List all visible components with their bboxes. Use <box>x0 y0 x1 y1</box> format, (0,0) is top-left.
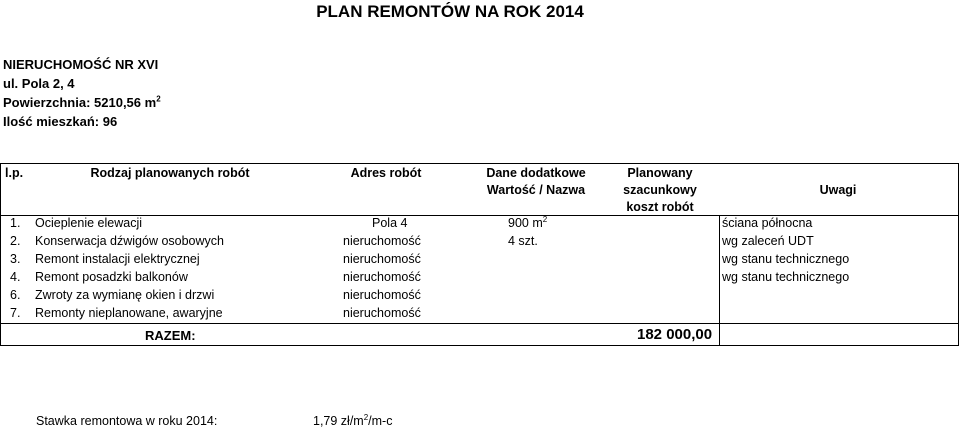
row-notes: ściana północna <box>722 216 813 230</box>
table-top-border <box>0 163 959 164</box>
rate-value <box>313 414 392 428</box>
row-work: Ocieplenie elewacji <box>35 216 143 230</box>
total-label: RAZEM: <box>145 328 196 343</box>
header-work-type: Rodzaj planowanych robót <box>90 166 250 180</box>
page-title: PLAN REMONTÓW NA ROK 2014 <box>316 2 584 21</box>
header-extra-1: Dane dodatkowe <box>486 166 586 180</box>
row-notes: wg zaleceń UDT <box>722 234 814 248</box>
row-notes: wg stanu technicznego <box>722 252 850 266</box>
row-address: Pola 4 <box>372 216 408 230</box>
row-lp: 7. <box>10 306 21 320</box>
row-address: nieruchomość <box>343 306 421 320</box>
row-lp: 4. <box>10 270 21 284</box>
property-area-label: Powierzchnia: 5210,56 m <box>3 95 157 110</box>
table-row <box>0 270 959 288</box>
rate-value-sup: 2 <box>363 412 369 422</box>
row-address: nieruchomość <box>343 252 421 266</box>
row-work: Konserwacja dźwigów osobowych <box>35 234 224 248</box>
row-lp: 2. <box>10 234 21 248</box>
row-lp: 6. <box>10 288 21 302</box>
row-address: nieruchomość <box>343 234 421 248</box>
table-row <box>0 252 959 270</box>
row-work: Remont instalacji elektrycznej <box>35 252 200 266</box>
property-dwellings: Ilość mieszkań: 96 <box>3 114 118 129</box>
header-extra-2: Wartość / Nazwa <box>486 183 586 197</box>
table-row <box>0 216 959 234</box>
property-area-unit: 2 <box>156 94 161 104</box>
row-extra: 4 szt. <box>508 234 538 248</box>
row-extra-sup: 2 <box>542 214 548 224</box>
total-value: 182 000,00 <box>637 326 713 343</box>
property-address: ul. Pola 2, 4 <box>3 76 75 91</box>
table-row <box>0 306 959 324</box>
row-lp: 3. <box>10 252 21 266</box>
table-row <box>0 288 959 306</box>
property-name: NIERUCHOMOŚĆ NR XVI <box>3 57 159 72</box>
row-lp: 1. <box>10 216 21 230</box>
row-work: Remonty nieplanowane, awaryjne <box>35 306 223 320</box>
rate-value-suffix: /m-c <box>368 414 393 428</box>
header-cost-1: Planowany <box>627 166 693 180</box>
rate-label: Stawka remontowa w roku 2014: <box>36 414 218 428</box>
rate-value-main: 1,79 zł/m <box>313 414 364 428</box>
header-cost-3: koszt robót <box>626 200 694 214</box>
header-lp: l.p. <box>5 166 24 180</box>
row-address: nieruchomość <box>343 288 421 302</box>
row-extra-value: 900 m <box>508 216 543 230</box>
row-work: Remont posadzki balkonów <box>35 270 188 284</box>
header-address: Adres robót <box>350 166 422 180</box>
table-bottom-border <box>0 345 959 346</box>
header-cost-2: szacunkowy <box>623 183 697 197</box>
row-extra <box>508 216 547 230</box>
table-row <box>0 234 959 252</box>
header-notes: Uwagi <box>819 183 857 197</box>
property-area <box>3 95 161 110</box>
row-notes: wg stanu technicznego <box>722 270 850 284</box>
row-work: Zwroty za wymianę okien i drzwi <box>35 288 215 302</box>
row-address: nieruchomość <box>343 270 421 284</box>
